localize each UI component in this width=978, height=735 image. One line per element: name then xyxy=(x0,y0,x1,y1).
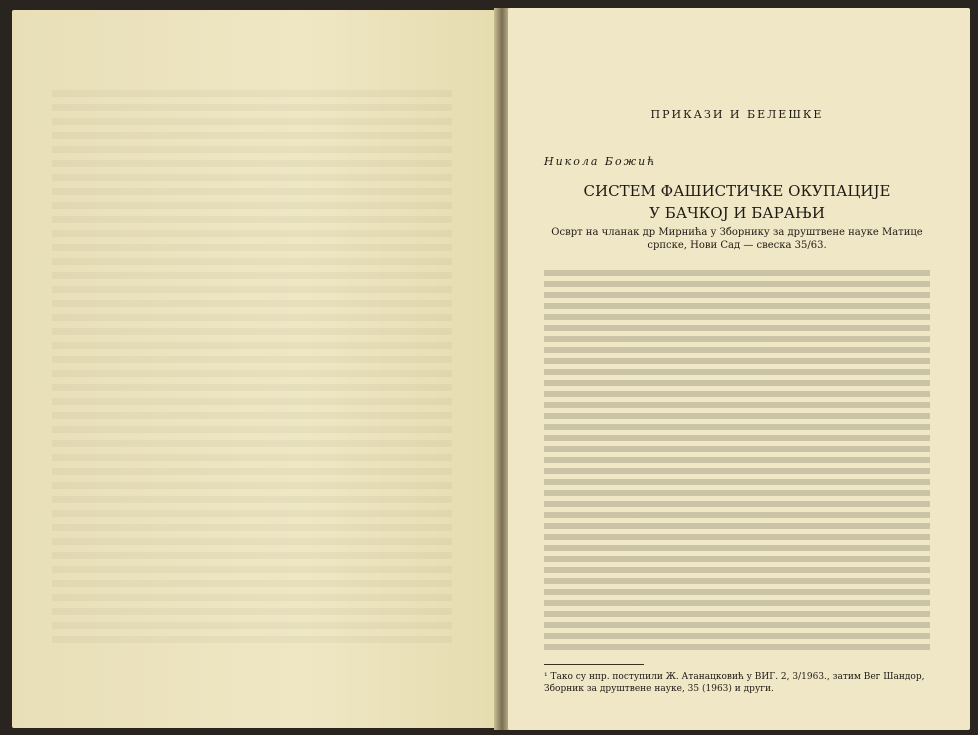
footnote-rule xyxy=(544,664,644,665)
right-page-content xyxy=(544,108,930,695)
article-subtitle: Осврт на чланак др Мирнића у Зборнику за друштвене науке Матице српске, Нови Сад — свеска 35/63. xyxy=(551,227,923,251)
footnote: ¹ Тако су нпр. поступили Ж. Атанацковић у ВИГ. 2, 3/1963., затим Вег Шандор, Зборник за друштвене науке, 35 (1963) и други. xyxy=(544,672,925,694)
section-heading: ПРИКАЗИ И БЕЛЕШКЕ xyxy=(650,108,824,121)
article-author: Никола Божић xyxy=(544,155,657,168)
left-page-bleed-through xyxy=(52,90,452,650)
article-title-line-2: У БАЧКОЈ И БАРАЊИ xyxy=(649,204,825,222)
right-page xyxy=(508,8,970,730)
article-title-line-1: СИСТЕМ ФАШИСТИЧКЕ ОКУПАЦИЈЕ xyxy=(583,182,891,200)
article-body-placeholder xyxy=(544,270,930,650)
left-page xyxy=(12,10,496,728)
